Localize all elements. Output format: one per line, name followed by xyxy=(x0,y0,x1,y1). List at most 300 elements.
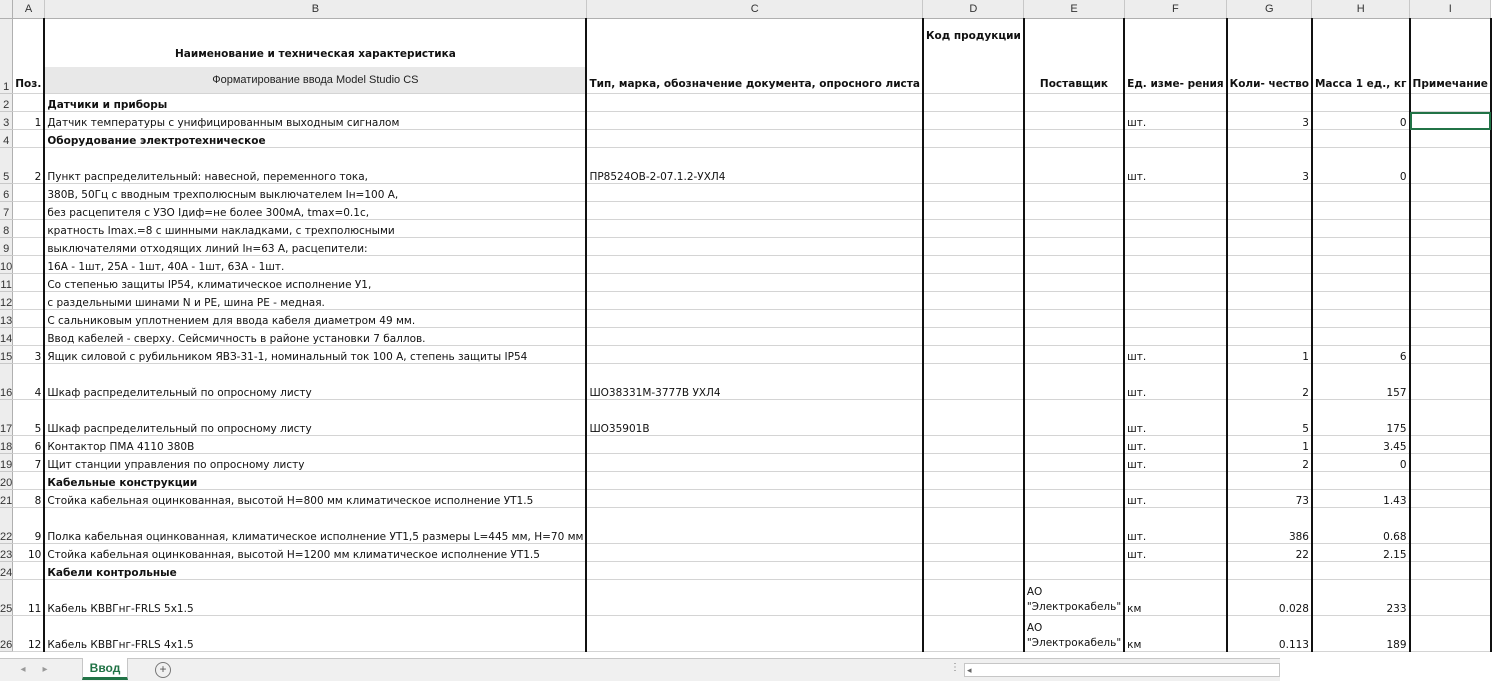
qty-cell[interactable] xyxy=(1227,184,1312,202)
mass-cell[interactable]: 157 xyxy=(1312,364,1410,400)
qty-header-cell[interactable]: Коли- чество xyxy=(1227,19,1312,94)
row-header[interactable]: 3 xyxy=(0,112,13,130)
row-header[interactable]: 12 xyxy=(0,292,13,310)
pos-cell[interactable] xyxy=(13,238,45,256)
row-header[interactable]: 2 xyxy=(0,94,13,112)
supplier-cell[interactable] xyxy=(1024,562,1124,580)
unit-cell[interactable] xyxy=(1124,94,1226,112)
mass-cell[interactable] xyxy=(1312,94,1410,112)
table-row xyxy=(0,94,1491,112)
mass-cell[interactable] xyxy=(1312,562,1410,580)
code-cell[interactable] xyxy=(923,274,1024,292)
type-cell[interactable] xyxy=(586,562,923,580)
name-cell[interactable]: с раздельными шинами N и PE, шина PE - медная. xyxy=(44,292,586,310)
supplier-header-cell[interactable]: Поставщик xyxy=(1024,19,1124,94)
qty-cell[interactable] xyxy=(1227,292,1312,310)
pos-cell[interactable]: 10 xyxy=(13,544,45,562)
note-header-cell[interactable]: Примечание xyxy=(1410,19,1491,94)
type-cell[interactable] xyxy=(586,112,923,130)
name-cell[interactable]: Кабель КВВГнг-FRLS 5х1.5 xyxy=(44,580,586,616)
name-cell[interactable]: 16А - 1шт, 25А - 1шт, 40А - 1шт, 63А - 1шт. xyxy=(44,256,586,274)
col-header-g[interactable]: G xyxy=(1227,0,1312,19)
supplier-cell[interactable] xyxy=(1024,616,1124,652)
row-header[interactable]: 10 xyxy=(0,256,13,274)
type-cell[interactable] xyxy=(586,346,923,364)
row-header[interactable]: 6 xyxy=(0,184,13,202)
unit-cell[interactable]: шт. xyxy=(1124,400,1226,436)
pos-cell[interactable]: 2 xyxy=(13,148,45,184)
code-cell[interactable] xyxy=(923,328,1024,346)
unit-cell[interactable] xyxy=(1124,220,1226,238)
mass-header-cell[interactable]: Масса 1 ед., кг xyxy=(1312,19,1410,94)
table-row xyxy=(0,292,1491,310)
supplier-cell[interactable] xyxy=(1024,400,1124,436)
table-row xyxy=(0,562,1491,580)
unit-cell[interactable] xyxy=(1124,274,1226,292)
supplier-cell[interactable] xyxy=(1024,274,1124,292)
qty-cell[interactable]: 3 xyxy=(1227,148,1312,184)
code-cell[interactable] xyxy=(923,112,1024,130)
table-row xyxy=(0,580,1491,616)
type-header-cell[interactable]: Тип, марка, обозначение документа, опросного листа xyxy=(586,19,923,94)
mass-cell[interactable]: 0.68 xyxy=(1312,508,1410,544)
unit-cell[interactable] xyxy=(1124,184,1226,202)
prev-sheet-icon[interactable]: ◂ xyxy=(20,664,26,675)
mass-cell[interactable]: 3.45 xyxy=(1312,436,1410,454)
unit-cell[interactable] xyxy=(1124,562,1226,580)
col-header-b[interactable]: B xyxy=(44,0,586,19)
category-cell[interactable]: Оборудование электротехническое xyxy=(44,130,586,148)
note-cell[interactable] xyxy=(1410,292,1491,310)
note-cell[interactable] xyxy=(1410,562,1491,580)
sheet-tab-bar xyxy=(0,658,1280,681)
name-cell[interactable]: Щит станции управления по опросному листу xyxy=(44,454,586,472)
mass-cell[interactable]: 2.15 xyxy=(1312,544,1410,562)
code-cell[interactable] xyxy=(923,130,1024,148)
supplier-cell[interactable] xyxy=(1024,130,1124,148)
name-cell[interactable]: Ящик силовой с рубильником ЯВЗ-31-1, номинальный ток 100 А, степень защиты IP54 xyxy=(44,346,586,364)
unit-cell[interactable]: шт. xyxy=(1124,148,1226,184)
pos-cell[interactable] xyxy=(13,292,45,310)
code-cell[interactable] xyxy=(923,580,1024,616)
supplier-cell[interactable] xyxy=(1024,346,1124,364)
qty-cell[interactable]: 1 xyxy=(1227,436,1312,454)
supplier-line: АО xyxy=(1026,622,1043,634)
supplier-cell[interactable] xyxy=(1024,580,1124,616)
unit-cell[interactable]: шт. xyxy=(1124,346,1226,364)
category-cell[interactable]: Кабели контрольные xyxy=(44,562,586,580)
supplier-cell[interactable] xyxy=(1024,292,1124,310)
row-header[interactable]: 8 xyxy=(0,220,13,238)
note-cell[interactable] xyxy=(1410,256,1491,274)
unit-cell[interactable] xyxy=(1124,310,1226,328)
row-header[interactable]: 14 xyxy=(0,328,13,346)
pos-cell[interactable] xyxy=(13,130,45,148)
supplier-line: "Электрокабель" xyxy=(1026,601,1122,613)
pos-cell[interactable] xyxy=(13,184,45,202)
row-header[interactable]: 22 xyxy=(0,508,13,544)
type-cell[interactable] xyxy=(586,202,923,220)
unit-cell[interactable] xyxy=(1124,256,1226,274)
mass-cell[interactable] xyxy=(1312,238,1410,256)
unit-cell[interactable]: км xyxy=(1124,616,1226,652)
supplier-cell[interactable] xyxy=(1024,454,1124,472)
pos-cell[interactable]: 7 xyxy=(13,454,45,472)
qty-cell[interactable] xyxy=(1227,220,1312,238)
name-cell[interactable]: Датчик температуры с унифицированным выходным сигналом xyxy=(44,112,586,130)
type-cell[interactable]: ПР8524ОВ-2-07.1.2-УХЛ4 xyxy=(586,148,923,184)
pos-cell[interactable]: 4 xyxy=(13,364,45,400)
note-cell[interactable] xyxy=(1410,94,1491,112)
pos-cell[interactable] xyxy=(13,310,45,328)
qty-cell[interactable] xyxy=(1227,274,1312,292)
supplier-cell[interactable] xyxy=(1024,184,1124,202)
code-cell[interactable] xyxy=(923,544,1024,562)
category-cell[interactable]: Кабельные конструкции xyxy=(44,472,586,490)
row-header[interactable]: 15 xyxy=(0,346,13,364)
unit-cell[interactable] xyxy=(1124,292,1226,310)
code-cell[interactable] xyxy=(923,94,1024,112)
next-sheet-icon[interactable]: ▸ xyxy=(42,664,48,675)
type-cell[interactable] xyxy=(586,508,923,544)
unit-cell[interactable] xyxy=(1124,472,1226,490)
pos-cell[interactable]: 5 xyxy=(13,400,45,436)
supplier-cell[interactable] xyxy=(1024,364,1124,400)
table-row xyxy=(0,130,1491,148)
supplier-cell[interactable] xyxy=(1024,202,1124,220)
mass-cell[interactable] xyxy=(1312,184,1410,202)
qty-cell[interactable]: 2 xyxy=(1227,454,1312,472)
col-header-d[interactable]: D xyxy=(923,0,1024,19)
code-cell[interactable] xyxy=(923,310,1024,328)
code-cell[interactable] xyxy=(923,202,1024,220)
type-cell[interactable] xyxy=(586,454,923,472)
name-cell[interactable]: Полка кабельная оцинкованная, климатическое исполнение УТ1,5 размеры L=445 мм, Н=70 мм xyxy=(44,508,586,544)
qty-cell[interactable] xyxy=(1227,130,1312,148)
qty-cell[interactable]: 22 xyxy=(1227,544,1312,562)
type-cell[interactable] xyxy=(586,94,923,112)
code-cell[interactable] xyxy=(923,472,1024,490)
sheet-tab-vvod[interactable]: Ввод xyxy=(82,658,128,680)
code-cell[interactable] xyxy=(923,346,1024,364)
pos-cell[interactable] xyxy=(13,472,45,490)
type-cell[interactable] xyxy=(586,472,923,490)
row-header[interactable]: 1 xyxy=(0,19,13,94)
pos-cell[interactable] xyxy=(13,256,45,274)
unit-cell[interactable]: шт. xyxy=(1124,436,1226,454)
name-header-text: Наименование и техническая характеристика xyxy=(174,48,456,60)
row-header[interactable]: 25 xyxy=(0,580,13,616)
note-cell[interactable] xyxy=(1410,580,1491,616)
note-cell[interactable] xyxy=(1410,310,1491,328)
note-cell[interactable] xyxy=(1410,364,1491,400)
code-cell[interactable] xyxy=(923,184,1024,202)
unit-cell[interactable] xyxy=(1124,328,1226,346)
row-header[interactable]: 16 xyxy=(0,364,13,400)
supplier-cell[interactable] xyxy=(1024,94,1124,112)
pos-header-cell[interactable]: Поз. xyxy=(13,19,45,94)
name-cell[interactable]: Стойка кабельная оцинкованная, высотой Н=800 мм климатическое исполнение УТ1.5 xyxy=(44,490,586,508)
row-header[interactable]: 7 xyxy=(0,202,13,220)
row-header[interactable]: 9 xyxy=(0,238,13,256)
note-cell[interactable] xyxy=(1410,184,1491,202)
qty-cell[interactable]: 3 xyxy=(1227,112,1312,130)
table-row xyxy=(0,184,1491,202)
type-cell[interactable] xyxy=(586,310,923,328)
qty-cell[interactable]: 73 xyxy=(1227,490,1312,508)
supplier-cell[interactable] xyxy=(1024,328,1124,346)
mass-cell[interactable]: 189 xyxy=(1312,616,1410,652)
row-header[interactable]: 20 xyxy=(0,472,13,490)
unit-cell[interactable]: шт. xyxy=(1124,508,1226,544)
note-cell[interactable] xyxy=(1410,544,1491,562)
note-cell[interactable] xyxy=(1410,112,1491,130)
name-cell[interactable]: Шкаф распределительный по опросному листу xyxy=(44,364,586,400)
qty-cell[interactable] xyxy=(1227,472,1312,490)
note-cell[interactable] xyxy=(1410,472,1491,490)
add-sheet-icon[interactable]: + xyxy=(155,662,171,678)
qty-cell[interactable]: 0.113 xyxy=(1227,616,1312,652)
row-header[interactable]: 21 xyxy=(0,490,13,508)
mass-cell[interactable] xyxy=(1312,220,1410,238)
unit-cell[interactable]: шт. xyxy=(1124,364,1226,400)
mass-cell[interactable]: 1.43 xyxy=(1312,490,1410,508)
supplier-cell[interactable] xyxy=(1024,112,1124,130)
code-cell[interactable] xyxy=(923,436,1024,454)
mass-cell[interactable] xyxy=(1312,310,1410,328)
qty-cell[interactable]: 1 xyxy=(1227,346,1312,364)
name-cell[interactable]: 380В, 50Гц с вводным трехполюсным выключателем Iн=100 А, xyxy=(44,184,586,202)
code-cell[interactable] xyxy=(923,616,1024,652)
mass-cell[interactable] xyxy=(1312,130,1410,148)
row-header[interactable]: 23 xyxy=(0,544,13,562)
col-header-h[interactable]: H xyxy=(1312,0,1410,19)
row-header[interactable]: 4 xyxy=(0,130,13,148)
mass-cell[interactable]: 233 xyxy=(1312,580,1410,616)
table-row xyxy=(0,112,1491,130)
qty-cell[interactable]: 386 xyxy=(1227,508,1312,544)
name-cell[interactable]: Пункт распределительный: навесной, переменного тока, xyxy=(44,148,586,184)
code-header-cell[interactable]: Код продукции xyxy=(923,19,1024,94)
type-cell[interactable] xyxy=(586,544,923,562)
qty-cell[interactable]: 5 xyxy=(1227,400,1312,436)
row-header[interactable]: 13 xyxy=(0,310,13,328)
row-header[interactable]: 18 xyxy=(0,436,13,454)
qty-cell[interactable] xyxy=(1227,238,1312,256)
category-cell[interactable]: Датчики и приборы xyxy=(44,94,586,112)
note-cell[interactable] xyxy=(1410,328,1491,346)
pos-cell[interactable] xyxy=(13,202,45,220)
type-cell[interactable] xyxy=(586,490,923,508)
code-cell[interactable] xyxy=(923,148,1024,184)
qty-cell[interactable] xyxy=(1227,310,1312,328)
pos-cell[interactable]: 3 xyxy=(13,346,45,364)
name-cell[interactable]: без расцепителя с УЗО Iдиф=не более 300мА, tmax=0.1с, xyxy=(44,202,586,220)
mass-cell[interactable]: 0 xyxy=(1312,454,1410,472)
type-cell[interactable] xyxy=(586,436,923,454)
code-cell[interactable] xyxy=(923,220,1024,238)
note-cell[interactable] xyxy=(1410,148,1491,184)
name-cell[interactable]: Шкаф распределительный по опросному листу xyxy=(44,400,586,436)
mass-cell[interactable] xyxy=(1312,274,1410,292)
table-row xyxy=(0,256,1491,274)
code-cell[interactable] xyxy=(923,490,1024,508)
mass-cell[interactable]: 0 xyxy=(1312,112,1410,130)
col-header-e[interactable]: E xyxy=(1024,0,1124,19)
code-cell[interactable] xyxy=(923,238,1024,256)
code-cell[interactable] xyxy=(923,292,1024,310)
note-cell[interactable] xyxy=(1410,508,1491,544)
table-row xyxy=(0,400,1491,436)
pos-cell[interactable]: 6 xyxy=(13,436,45,454)
qty-cell[interactable] xyxy=(1227,256,1312,274)
note-cell[interactable] xyxy=(1410,346,1491,364)
mass-cell[interactable] xyxy=(1312,202,1410,220)
name-cell[interactable]: С сальниковым уплотнением для ввода кабеля диаметром 49 мм. xyxy=(44,310,586,328)
type-cell[interactable] xyxy=(586,328,923,346)
mass-cell[interactable] xyxy=(1312,292,1410,310)
unit-cell[interactable] xyxy=(1124,202,1226,220)
col-header-f[interactable]: F xyxy=(1124,0,1226,19)
supplier-cell[interactable] xyxy=(1024,220,1124,238)
row-header[interactable]: 5 xyxy=(0,148,13,184)
mass-cell[interactable] xyxy=(1312,472,1410,490)
qty-cell[interactable] xyxy=(1227,202,1312,220)
supplier-cell[interactable] xyxy=(1024,508,1124,544)
name-cell[interactable]: Ввод кабелей - сверху. Сейсмичность в районе установки 7 баллов. xyxy=(44,328,586,346)
code-cell[interactable] xyxy=(923,256,1024,274)
unit-cell[interactable]: км xyxy=(1124,580,1226,616)
note-cell[interactable] xyxy=(1410,436,1491,454)
code-cell[interactable] xyxy=(923,364,1024,400)
unit-header-cell[interactable]: Ед. изме- рения xyxy=(1124,19,1226,94)
type-cell[interactable]: ШО38331М-3777В УХЛ4 xyxy=(586,364,923,400)
type-cell[interactable]: ШО35901В xyxy=(586,400,923,436)
note-cell[interactable] xyxy=(1410,490,1491,508)
note-cell[interactable] xyxy=(1410,616,1491,652)
code-cell[interactable] xyxy=(923,562,1024,580)
table-row xyxy=(0,274,1491,292)
supplier-cell[interactable] xyxy=(1024,256,1124,274)
supplier-cell[interactable] xyxy=(1024,544,1124,562)
name-header-cell[interactable] xyxy=(44,19,586,94)
table-row xyxy=(0,544,1491,562)
horizontal-scrollbar[interactable] xyxy=(964,663,1280,677)
name-cell[interactable]: выключателями отходящих линий Iн=63 А, расцепители: xyxy=(44,238,586,256)
type-cell[interactable] xyxy=(586,184,923,202)
scroll-left-icon[interactable]: ◂ xyxy=(967,665,972,675)
note-cell[interactable] xyxy=(1410,400,1491,436)
type-cell[interactable] xyxy=(586,616,923,652)
code-cell[interactable] xyxy=(923,454,1024,472)
qty-cell[interactable] xyxy=(1227,94,1312,112)
type-cell[interactable] xyxy=(586,256,923,274)
supplier-cell[interactable] xyxy=(1024,490,1124,508)
unit-cell[interactable]: шт. xyxy=(1124,112,1226,130)
unit-cell[interactable] xyxy=(1124,238,1226,256)
pos-cell[interactable] xyxy=(13,220,45,238)
mass-cell[interactable]: 6 xyxy=(1312,346,1410,364)
row-header[interactable]: 26 xyxy=(0,616,13,652)
type-cell[interactable] xyxy=(586,220,923,238)
name-cell[interactable]: Стойка кабельная оцинкованная, высотой Н=1200 мм климатическое исполнение УТ1.5 xyxy=(44,544,586,562)
supplier-cell[interactable] xyxy=(1024,148,1124,184)
name-cell[interactable]: кратность Imax.=8 с шинными накладками, с трехполюсными xyxy=(44,220,586,238)
type-cell[interactable] xyxy=(586,580,923,616)
pos-cell[interactable] xyxy=(13,274,45,292)
note-cell[interactable] xyxy=(1410,274,1491,292)
unit-cell[interactable]: шт. xyxy=(1124,544,1226,562)
tab-splitter-icon[interactable]: ⋮ xyxy=(950,662,960,673)
type-cell[interactable] xyxy=(586,292,923,310)
supplier-cell[interactable] xyxy=(1024,472,1124,490)
input-format-tooltip: Форматирование ввода Model Studio CS xyxy=(45,67,585,93)
note-cell[interactable] xyxy=(1410,220,1491,238)
mass-cell[interactable]: 175 xyxy=(1312,400,1410,436)
pos-cell[interactable] xyxy=(13,94,45,112)
row-header[interactable]: 19 xyxy=(0,454,13,472)
col-header-a[interactable]: A xyxy=(13,0,45,19)
type-cell[interactable] xyxy=(586,238,923,256)
supplier-cell[interactable] xyxy=(1024,436,1124,454)
qty-cell[interactable] xyxy=(1227,562,1312,580)
row-header[interactable]: 17 xyxy=(0,400,13,436)
pos-cell[interactable]: 9 xyxy=(13,508,45,544)
note-cell[interactable] xyxy=(1410,130,1491,148)
table-row xyxy=(0,220,1491,238)
table-row xyxy=(0,472,1491,490)
code-cell[interactable] xyxy=(923,400,1024,436)
pos-cell[interactable]: 11 xyxy=(13,580,45,616)
table-row xyxy=(0,328,1491,346)
unit-cell[interactable] xyxy=(1124,130,1226,148)
pos-cell[interactable] xyxy=(13,328,45,346)
col-header-i[interactable]: I xyxy=(1410,0,1491,19)
select-all-corner[interactable] xyxy=(0,0,13,19)
table-row xyxy=(0,490,1491,508)
qty-cell[interactable]: 2 xyxy=(1227,364,1312,400)
pos-cell[interactable]: 8 xyxy=(13,490,45,508)
header-row xyxy=(0,19,1491,94)
name-cell[interactable]: Со степенью защиты IP54, климатическое исполнение У1, xyxy=(44,274,586,292)
name-cell[interactable]: Контактор ПМА 4110 380В xyxy=(44,436,586,454)
name-cell[interactable]: Кабель КВВГнг-FRLS 4х1.5 xyxy=(44,616,586,652)
note-cell[interactable] xyxy=(1410,454,1491,472)
pos-cell[interactable]: 1 xyxy=(13,112,45,130)
col-header-c[interactable]: C xyxy=(586,0,923,19)
unit-cell[interactable]: шт. xyxy=(1124,454,1226,472)
row-header[interactable]: 11 xyxy=(0,274,13,292)
mass-cell[interactable] xyxy=(1312,328,1410,346)
pos-cell[interactable]: 12 xyxy=(13,616,45,652)
pos-cell[interactable] xyxy=(13,562,45,580)
mass-cell[interactable]: 0 xyxy=(1312,148,1410,184)
unit-cell[interactable]: шт. xyxy=(1124,490,1226,508)
note-cell[interactable] xyxy=(1410,238,1491,256)
qty-cell[interactable]: 0.028 xyxy=(1227,580,1312,616)
supplier-line: "Электрокабель" xyxy=(1026,637,1122,649)
note-cell[interactable] xyxy=(1410,202,1491,220)
type-cell[interactable] xyxy=(586,274,923,292)
mass-cell[interactable] xyxy=(1312,256,1410,274)
qty-cell[interactable] xyxy=(1227,328,1312,346)
type-cell[interactable] xyxy=(586,130,923,148)
code-cell[interactable] xyxy=(923,508,1024,544)
row-header[interactable]: 24 xyxy=(0,562,13,580)
supplier-cell[interactable] xyxy=(1024,310,1124,328)
table-row xyxy=(0,454,1491,472)
supplier-cell[interactable] xyxy=(1024,238,1124,256)
